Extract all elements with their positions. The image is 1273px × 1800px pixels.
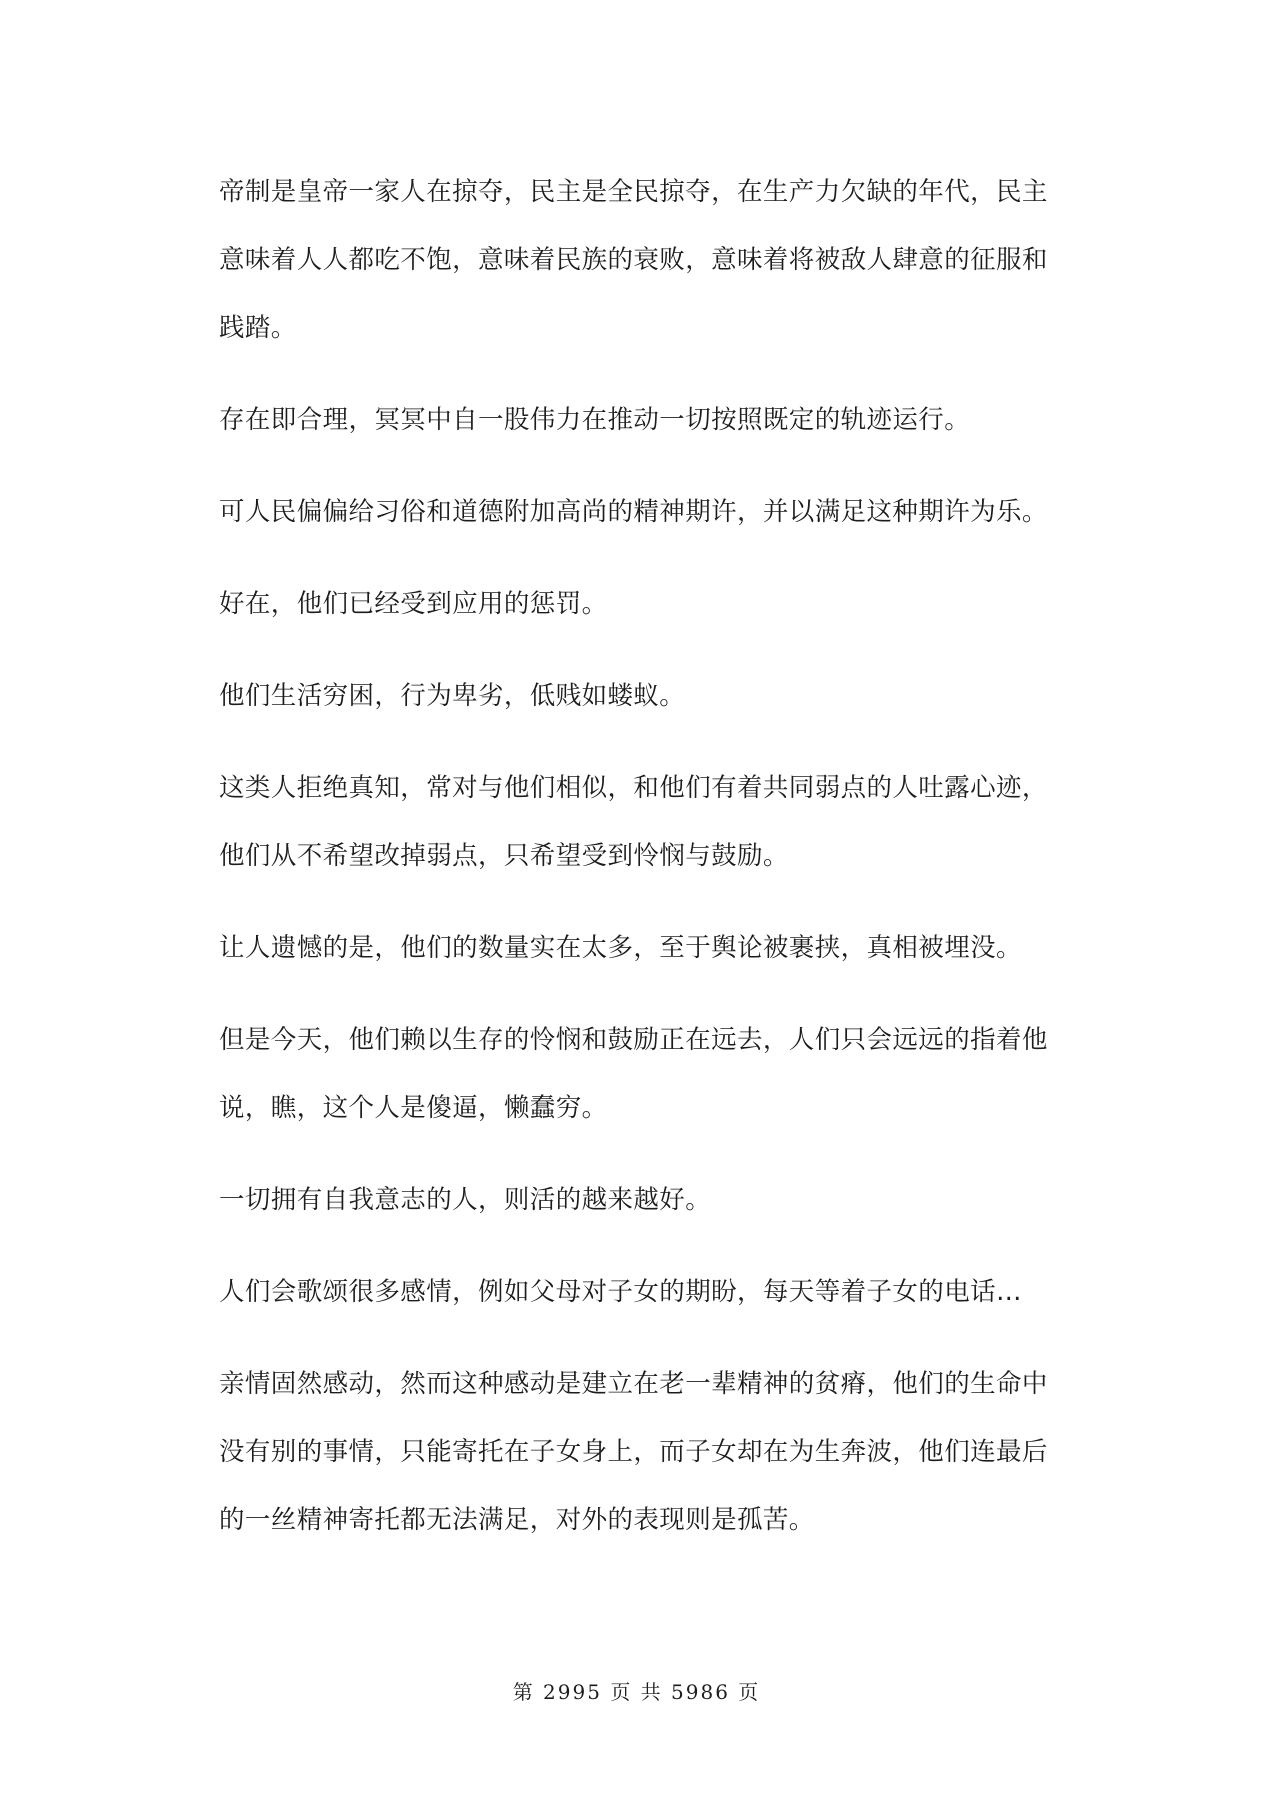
paragraph: 一切拥有自我意志的人，则活的越来越好。	[219, 1185, 712, 1215]
paragraph: 他们生活穷困，行为卑劣，低贱如蝼蚁。	[219, 681, 686, 711]
paragraph: 可人民偏偏给习俗和道德附加高尚的精神期许，并以满足这种期许为乐。	[219, 497, 1048, 527]
paragraph: 帝制是皇帝一家人在掠夺，民主是全民掠夺，在生产力欠缺的年代，民主意味着人人都吃不饱，意味着民族的衰败，意味着将被敌人肆意的征服和践踏。	[219, 177, 1048, 343]
page-number-footer: 第 2995 页 共 5986 页	[512, 1680, 761, 1704]
paragraph: 存在即合理，冥冥中自一股伟力在推动一切按照既定的轨迹运行。	[219, 405, 971, 435]
paragraph: 但是今天，他们赖以生存的怜悯和鼓励正在远去，人们只会远远的指着他说，瞧，这个人是傻逼，懒蠢穷。	[219, 1025, 1048, 1123]
paragraph: 好在，他们已经受到应用的惩罚。	[219, 589, 608, 619]
paragraph: 人们会歌颂很多感情，例如父母对子女的期盼，每天等着子女的电话…	[219, 1277, 1022, 1307]
paragraph: 让人遗憾的是，他们的数量实在太多，至于舆论被裹挟，真相被埋没。	[219, 933, 1022, 963]
paragraph: 这类人拒绝真知，常对与他们相似，和他们有着共同弱点的人吐露心迹，他们从不希望改掉弱点，只希望受到怜悯与鼓励。	[219, 773, 1048, 871]
paragraph: 亲情固然感动，然而这种感动是建立在老一辈精神的贫瘠，他们的生命中没有别的事情，只能寄托在子女身上，而子女却在为生奔波，他们连最后的一丝精神寄托都无法满足，对外的表现则是孤苦。	[219, 1369, 1048, 1535]
body-text	[219, 158, 1069, 1578]
